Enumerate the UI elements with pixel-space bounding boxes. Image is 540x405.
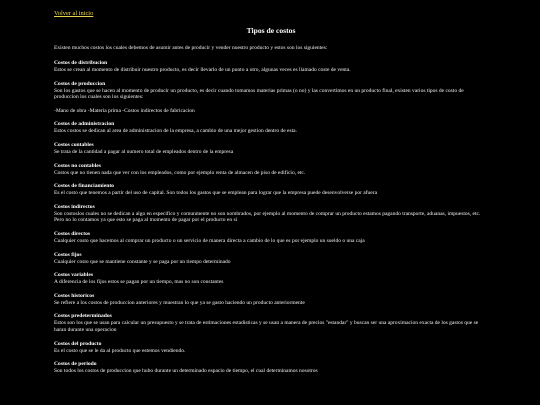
section-costos-contables [54, 142, 488, 156]
section-text: Se refiere a los costos de produccion anteriores y muestran lo que ya se gasto haciendo un producto anteriormente [54, 299, 305, 306]
section-text: Son todos los costos de produccion que hubo durante un determinado espacio de tiempo, el cual determinamos nosotros [54, 368, 318, 375]
section-text: Son costoslos cuales no se dedican a algo en especifico y comunmente no son nombrados, por ejemplo al momento de comprar un producto estamos pagando transporte, aduanas, impuestos, etc. Pero no lo contamos ya que esto se paga al momento de pagar por el producto en si [54, 210, 481, 224]
section-title: Costos no contables [54, 162, 101, 169]
section-costos-predeterminados [54, 313, 488, 333]
page-title: Tipos de costos [246, 26, 296, 35]
back-to-home-link[interactable]: Volver al inicio [54, 10, 94, 17]
section-text: Se trata de la cantidad a pagar al numero total de empleados dentro de la empresa [54, 148, 234, 155]
section-costos-historicos [54, 293, 488, 307]
section-text: Son los gastos que se hacen al momento de producir un producto, es decir cuando tomamos materias primas (o no) y las convertimos en un producto final, existen varios tipos de costo de produccion los cuales son los siguientes: [54, 87, 464, 101]
section-text: Estos se crean al momento de distribuir nuestro producto, es decir llevarlo de un punto a otro, algunas veces es llamado coste de venta. [54, 67, 351, 73]
section-text: Cualquier costo que hacemos al comprar un producto o un servicio de manera directa a cambio de lo que es por ejemplo un sueldo o una caja [54, 237, 365, 244]
section-title: Costos directos [54, 230, 91, 237]
section-title: Costos variables [54, 272, 94, 279]
section-title: Costos historicos [54, 292, 95, 299]
section-title: Costos de periodo [54, 361, 97, 368]
section-title: Costos de administracion [54, 121, 115, 128]
section-costos-indirectos [54, 204, 488, 224]
production-cost-types: -Mano de obra -Materia prima -Costos indirectos de fabricacion [54, 107, 195, 114]
section-costos-variables [54, 272, 488, 286]
main-content [54, 24, 488, 382]
section-text: A diferencia de los fijos estos se pagan por un tiempo, mas no son constantes [54, 279, 224, 286]
section-title: Costos de financiamiento [54, 183, 114, 190]
section-costos-del-producto [54, 341, 488, 355]
section-title: Costos indirectos [54, 203, 95, 210]
section-title: Costos del producto [54, 340, 102, 347]
section-costos-de-periodo [54, 361, 488, 375]
section-text: Estos costos se dedican al area de administracion de la empresa, a cambio de una mejor gestion dentro de esta. [54, 128, 297, 135]
section-costos-no-contables [54, 163, 488, 177]
section-title: Costos fijos [54, 251, 82, 258]
section-text: Es el costo que tenemos a partir del uso de capital. Son todos los gastos que se emplean para lograr que la empresa puede desenvolverse por afuera [54, 190, 378, 197]
intro-paragraph: Existen muchos costos los cuales debemos de asumir antes de producir y vender nuestro producto y estos son los siguientes: [54, 45, 328, 51]
section-text: Estos son los que se usan para calcular un presupuesto y se trata de estimaciones estadisticas y se usan a manera de precios "estandar" y buscan ser una aproximacion exacta de los gastos que se haran durante una operacion [54, 320, 479, 333]
section-costos-de-distribucion [54, 60, 488, 74]
section-title: Costos predeterminados [54, 313, 112, 320]
section-text: Es el costo que se le da al producto que estemos vendiendo. [54, 347, 186, 354]
section-costos-de-administracion [54, 121, 488, 135]
section-costos-de-produccion [54, 81, 488, 115]
section-costos-de-financiamiento [54, 183, 488, 197]
section-title: Costos de distribucion [54, 60, 108, 66]
section-title: Costos de produccion [54, 80, 106, 87]
section-text: Cualquier costo que se mantiene constante y se paga por un tiempo determinado [54, 258, 231, 265]
section-costos-directos [54, 231, 488, 245]
section-costos-fijos [54, 252, 488, 266]
section-title: Costos contables [54, 141, 94, 148]
section-text: Costos que no tienen nada que ver con los empleados, como por ejemplo renta de almacen de piso de edificio, etc. [54, 169, 306, 176]
